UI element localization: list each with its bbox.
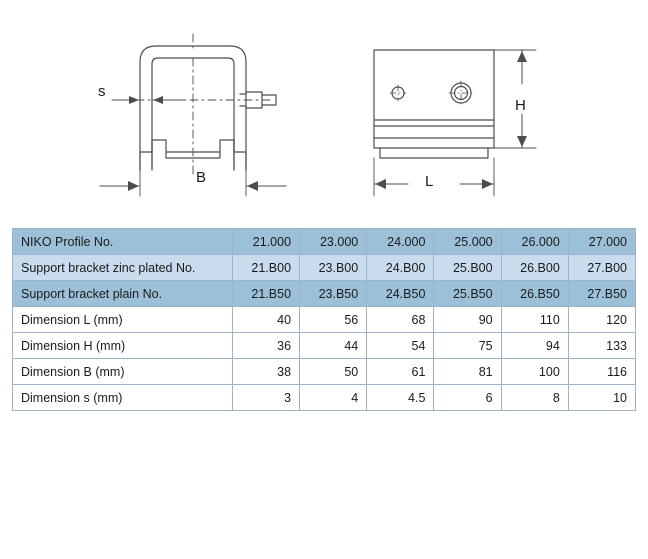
cell: 23.B00 (300, 255, 367, 281)
table-row (13, 333, 636, 359)
cell: 61 (367, 359, 434, 385)
cell: 24.B50 (367, 281, 434, 307)
cell: 10 (568, 385, 635, 411)
dimension-label-b: B (196, 169, 207, 186)
cell: 8 (501, 385, 568, 411)
row-label: Support bracket zinc plated No. (13, 255, 233, 281)
table-row (13, 281, 636, 307)
row-label: NIKO Profile No. (13, 229, 233, 255)
cell: 110 (501, 307, 568, 333)
table-row (13, 255, 636, 281)
cell: 26.B50 (501, 281, 568, 307)
cell: 38 (232, 359, 299, 385)
cell: 90 (434, 307, 501, 333)
cell: 24.B00 (367, 255, 434, 281)
cell: 3 (232, 385, 299, 411)
cell: 6 (434, 385, 501, 411)
cell: 23.000 (300, 229, 367, 255)
cell: 4.5 (367, 385, 434, 411)
table-row (13, 229, 636, 255)
cell: 21.000 (232, 229, 299, 255)
specifications-table (12, 228, 636, 411)
cell: 27.B50 (568, 281, 635, 307)
cell: 25.B50 (434, 281, 501, 307)
row-label: Dimension B (mm) (13, 359, 233, 385)
cell: 23.B50 (300, 281, 367, 307)
cell: 81 (434, 359, 501, 385)
cell: 100 (501, 359, 568, 385)
cell: 50 (300, 359, 367, 385)
cell: 27.B00 (568, 255, 635, 281)
table-row (13, 307, 636, 333)
cell: 24.000 (367, 229, 434, 255)
cell: 26.B00 (501, 255, 568, 281)
row-label: Dimension H (mm) (13, 333, 233, 359)
dimension-label-l: L (425, 173, 434, 190)
cell: 27.000 (568, 229, 635, 255)
cell: 54 (367, 333, 434, 359)
cell: 21.B00 (232, 255, 299, 281)
cell: 56 (300, 307, 367, 333)
cell: 75 (434, 333, 501, 359)
cell: 94 (501, 333, 568, 359)
dimension-label-h: H (515, 97, 526, 114)
row-label: Support bracket plain No. (13, 281, 233, 307)
cell: 120 (568, 307, 635, 333)
cell: 25.000 (434, 229, 501, 255)
cell: 26.000 (501, 229, 568, 255)
cell: 25.B00 (434, 255, 501, 281)
cell: 116 (568, 359, 635, 385)
technical-drawings (0, 0, 648, 215)
table-row (13, 385, 636, 411)
cell: 68 (367, 307, 434, 333)
cell: 4 (300, 385, 367, 411)
row-label: Dimension s (mm) (13, 385, 233, 411)
cell: 40 (232, 307, 299, 333)
cell: 44 (300, 333, 367, 359)
cell: 21.B50 (232, 281, 299, 307)
table-row (13, 359, 636, 385)
dimension-label-s: s (98, 83, 106, 100)
cell: 133 (568, 333, 635, 359)
cell: 36 (232, 333, 299, 359)
row-label: Dimension L (mm) (13, 307, 233, 333)
